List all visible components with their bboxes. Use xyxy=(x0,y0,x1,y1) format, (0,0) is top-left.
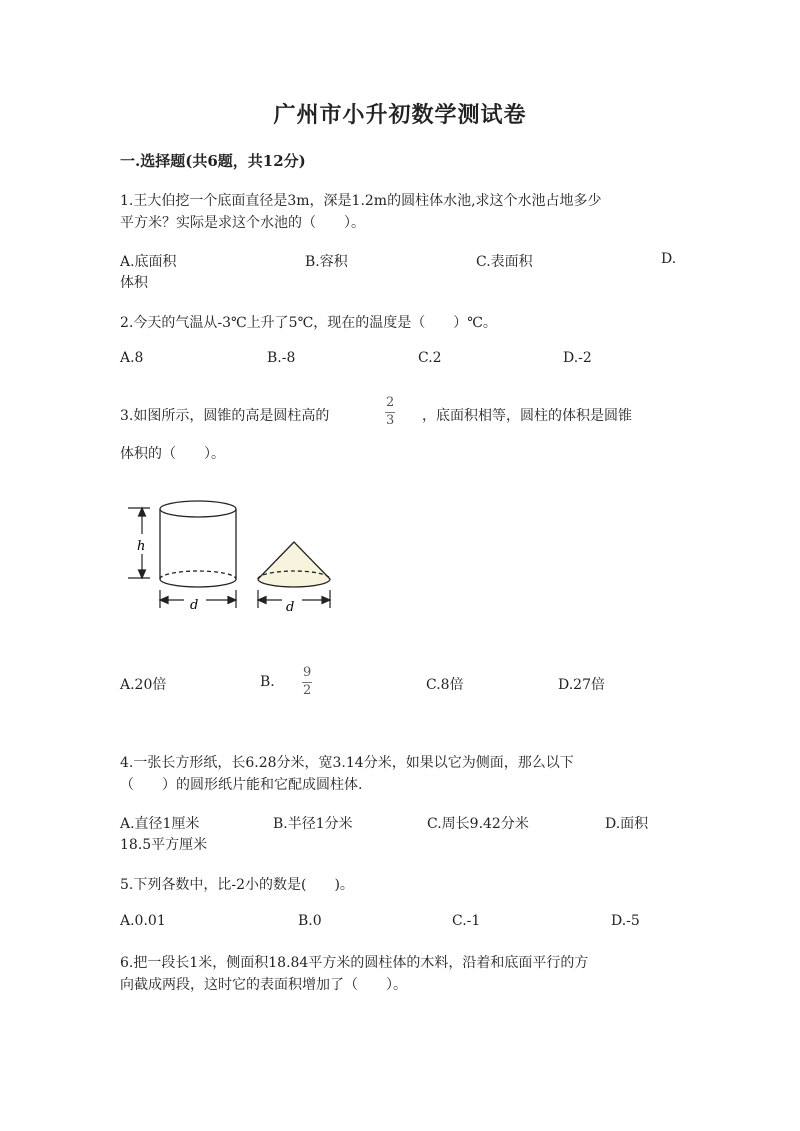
cylinder xyxy=(160,501,236,587)
q1-option-d: D. xyxy=(661,251,677,267)
q5-option-d: D.-5 xyxy=(611,913,640,929)
q3-option-d: D.27倍 xyxy=(558,677,605,693)
q1-option-a: A.底面积 xyxy=(120,254,177,270)
q3-option-b-denominator: 2 xyxy=(303,682,312,698)
q3-text-before: 3.如图所示，圆锥的高是圆柱高的 xyxy=(120,408,330,424)
q2-option-a: A.8 xyxy=(120,350,144,366)
cylinder-diameter-label: d xyxy=(190,598,199,613)
q4-text-line1: 4.一张长方形纸，长6.28分米，宽3.14分米，如果以它为侧面，那么以下 xyxy=(120,755,574,771)
cylinder-cone-figure xyxy=(120,490,350,625)
q3-option-b: B. xyxy=(260,674,275,690)
page-title: 广州市小升初数学测试卷 xyxy=(273,102,527,128)
height-label: h xyxy=(137,539,146,554)
q4-option-c: C.周长9.42分米 xyxy=(427,816,529,832)
q1-option-c: C.表面积 xyxy=(476,254,533,270)
q3-fraction xyxy=(385,396,395,429)
q4-option-a: A.直径1厘米 xyxy=(120,816,200,832)
q3-option-b-fraction xyxy=(302,666,312,699)
q5-option-a: A.0.01 xyxy=(120,913,166,929)
q3-fraction-numerator: 2 xyxy=(386,395,395,410)
q4-option-b: B.半径1分米 xyxy=(273,816,353,832)
q3-option-a: A.20倍 xyxy=(120,677,167,693)
q4-text-line2: （ ）的圆形纸片能和它配成圆柱体. xyxy=(120,777,363,793)
q5-option-b: B.0 xyxy=(298,913,322,929)
q5-text: 5.下列各数中，比-2小的数是( )。 xyxy=(120,877,354,893)
q3-option-b-numerator: 9 xyxy=(303,665,312,680)
q1-text-line1: 1.王大伯挖一个底面直径是3m，深是1.2m的圆柱体水池,求这个水池占地多少 xyxy=(120,193,602,209)
q6-text-line2: 向截成两段，这时它的表面积增加了（ ）。 xyxy=(120,977,407,993)
q4-option-d-continued: 18.5平方厘米 xyxy=(120,837,208,853)
section-heading: 一.选择题(共6题，共12分) xyxy=(120,152,306,170)
cone xyxy=(258,542,330,587)
q1-option-b: B.容积 xyxy=(305,254,348,270)
q3-text-line2: 体积的（ ）。 xyxy=(120,446,225,462)
q3-fraction-denominator: 3 xyxy=(386,412,395,428)
q1-text-line2: 平方米？实际是求这个水池的（ ）。 xyxy=(120,215,365,231)
q1-option-d-continued: 体积 xyxy=(120,275,148,291)
q2-option-b: B.-8 xyxy=(267,350,296,366)
q2-option-d: D.-2 xyxy=(563,350,592,366)
q3-text-after: ，底面积相等，圆柱的体积是圆锥 xyxy=(422,408,632,424)
q5-option-c: C.-1 xyxy=(452,913,481,929)
q2-option-c: C.2 xyxy=(418,350,442,366)
cone-diameter-label: d xyxy=(286,600,295,615)
q3-option-c: C.8倍 xyxy=(426,677,464,693)
q2-text: 2.今天的气温从-3℃上升了5℃，现在的温度是（ ）℃。 xyxy=(120,315,497,331)
q6-text-line1: 6.把一段长1米，侧面积18.84平方米的圆柱体的木料，沿着和底面平行的方 xyxy=(120,955,589,971)
q4-option-d: D.面积 xyxy=(605,816,649,832)
